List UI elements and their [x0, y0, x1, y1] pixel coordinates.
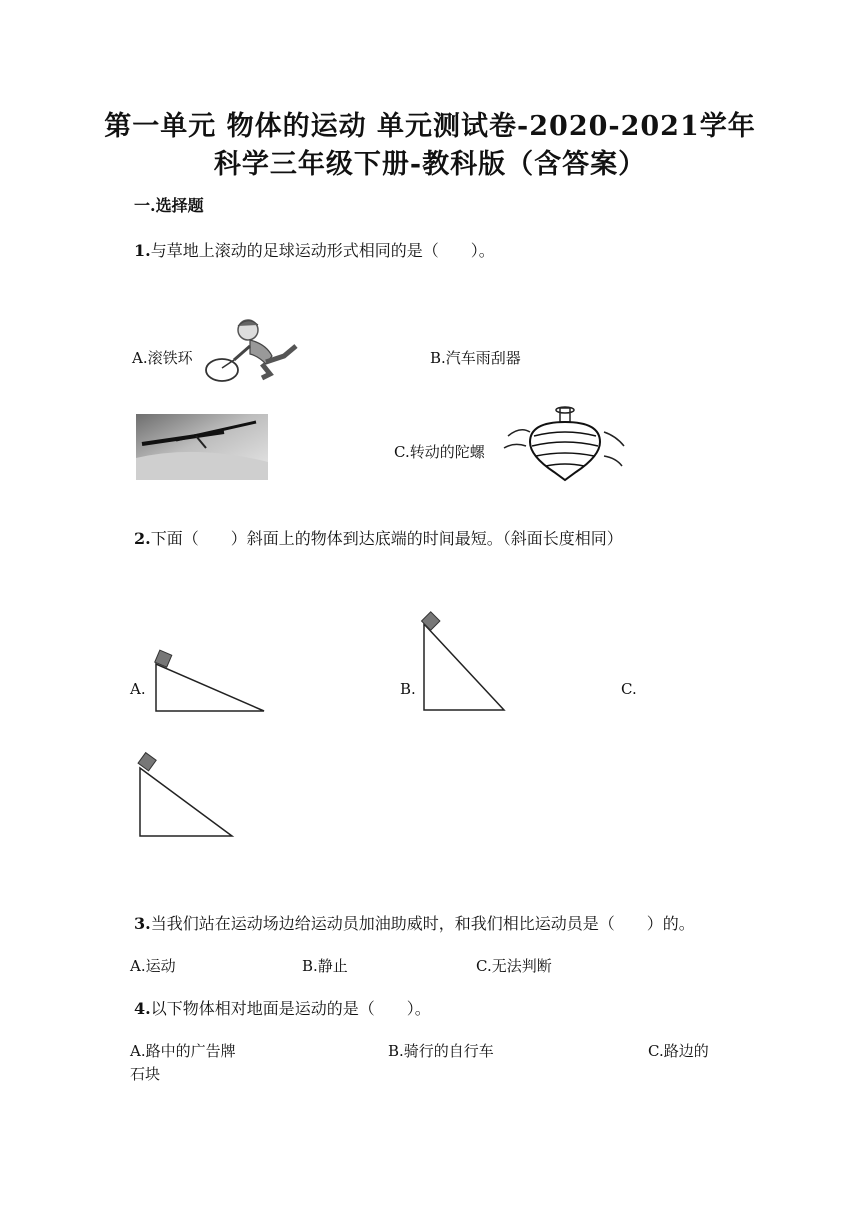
question-1-number: 1.	[134, 241, 151, 260]
hoop-rolling-image	[200, 316, 310, 382]
document-title-line-2: 科学三年级下册-教科版（含答案）	[213, 149, 647, 180]
question-2	[134, 526, 623, 549]
question-1-option-a: A.滚铁环	[132, 349, 193, 367]
question-3-option-c: C.无法判断	[476, 957, 552, 975]
question-2-text: 下面（ ）斜面上的物体到达底端的时间最短。（斜面长度相同）	[150, 529, 623, 548]
question-3-text: 当我们站在运动场边给运动员加油助威时，和我们相比运动员是（ ）的。	[150, 914, 695, 933]
question-3	[134, 911, 695, 934]
document-title-line-1: 第一单元 物体的运动 单元测试卷-2020-2021学年	[104, 111, 756, 142]
wiper-image	[136, 414, 268, 480]
incline-c-diagram	[134, 752, 238, 840]
question-1-option-c: C.转动的陀螺	[394, 443, 485, 461]
question-4-option-c-continued: 石块	[130, 1065, 161, 1083]
question-2-option-c: C.	[621, 680, 637, 698]
question-4-number: 4.	[134, 999, 151, 1018]
question-2-option-a: A.	[130, 680, 146, 698]
question-1	[134, 238, 495, 261]
incline-b-diagram	[418, 612, 512, 714]
question-2-number: 2.	[134, 529, 151, 548]
question-3-option-a: A.运动	[130, 957, 176, 975]
question-4-text: 以下物体相对地面是运动的是（ ）。	[150, 999, 431, 1018]
question-1-option-b: B.汽车雨刮器	[430, 349, 521, 367]
question-4	[134, 996, 431, 1019]
question-3-option-b: B.静止	[302, 957, 348, 975]
question-4-option-c: C.路边的	[648, 1042, 709, 1060]
question-1-text: 与草地上滚动的足球运动形式相同的是（ ）。	[150, 241, 495, 260]
question-2-option-b: B.	[400, 680, 416, 698]
question-4-option-a: A.路中的广告牌	[130, 1042, 236, 1060]
incline-a-diagram	[150, 648, 270, 714]
section-heading: 一.选择题	[134, 196, 204, 215]
question-4-option-b: B.骑行的自行车	[388, 1042, 494, 1060]
question-3-number: 3.	[134, 914, 151, 933]
spinning-top-image	[500, 406, 630, 484]
